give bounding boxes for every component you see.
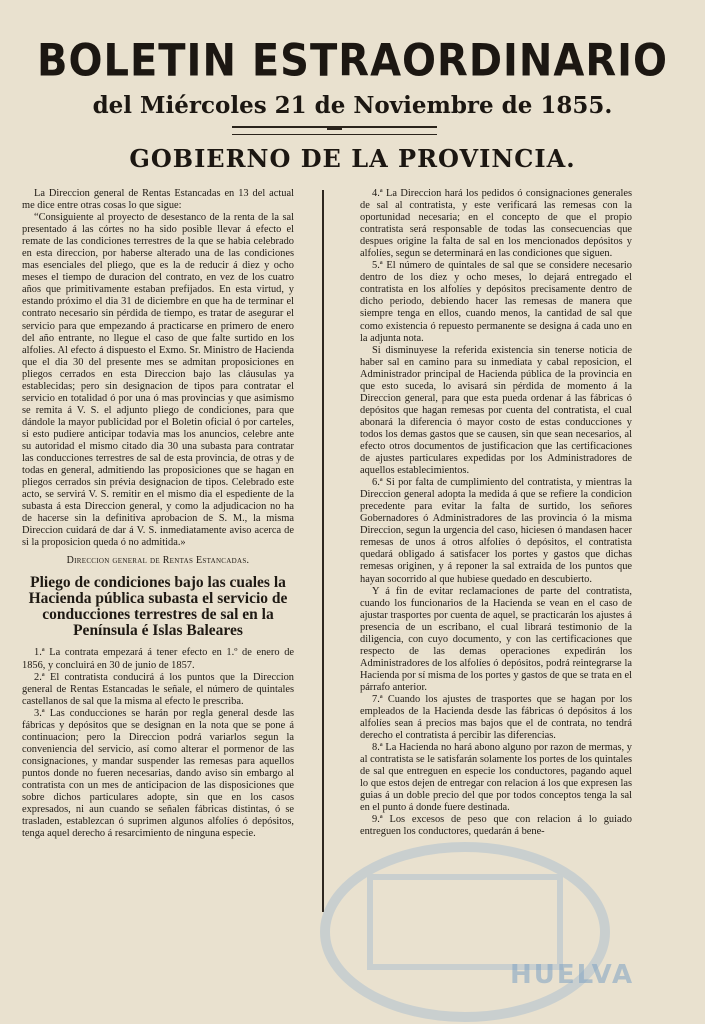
clause-paragraph: 1.ª La contrata empezará á tener efecto en 1.º de enero de 1856, y concluirá en 30 de junio de 1857. (22, 647, 294, 671)
conditions-subhead: Pliego de condiciones bajo las cuales la Hacienda pública subasta el servicio de conducciones terrestres de sal en la Península é Islas Baleares (28, 574, 288, 640)
left-column (22, 188, 294, 840)
clause-paragraph: Y á fin de evitar reclamaciones de parte del contratista, cuando los funcionarios de la Hacienda se vean en el caso de ajustar trasportes por cuenta de aquel, se practicarán los ajustes á presencia de un escribano, el cual librará testimonio de la diligencia, con cuyo documento, y con las certificaciones que respecto de las demas operaciones expedirán los Administradores de los alfolíes ó depósitos, podrá reintegrarse la Hacienda por sí misma de los portes y gastos de que se trata en el párrafo anterior. (360, 585, 632, 693)
watermark-text: HUELVA (510, 960, 635, 990)
section-title: GOBIERNO DE LA PROVINCIA. (129, 144, 576, 173)
clause-paragraph: 4.ª La Direccion hará los pedidos ó consignaciones generales de sal al contratista, y este verificará las remesas con la oportunidad necesaria; en el concepto de que el propio contratista será responsable de todas las consecuencias que despues origine la falta de sal en los mencionados depósitos y alfolíes, segun se determinará en las condiciones que siguen. (360, 188, 632, 260)
library-stamp-watermark (300, 822, 630, 1022)
ornamental-rule (232, 126, 437, 135)
intro-paragraph: La Direccion general de Rentas Estancadas en 13 del actual me dice entre otras cosas lo que sigue: (22, 188, 294, 212)
clause-paragraph: 3.ª Las conducciones se harán por regla general desde las fábricas y depósitos que se designan en la nota que se pone á continuacion; pero la Direccion podrá variarlos segun la conveniencia del servicio, así como alterar el pormenor de las consignaciones, y mandar suspender las remesas para aquellos puntos donde no fueren necesarias, dando aviso sin embargo al contratista con un mes de anticipacion de las disposiciones que sobre dichos particulares adopte, sin que en los casos expresados, ni aun cuando se señalen fábricas distintas, ó se trasladen, establezcan ó suprimen algunos alfolíes ó depósitos, tenga aquel derecho á resarcimiento de ninguna especie. (22, 707, 294, 840)
clause-paragraph: 5.ª El número de quintales de sal que se considere necesario dentro de los diez y ocho meses, lo dejará entregado el contratista en los alfolíes y depósitos precisamente dentro de dicho periodo, debiendo hacer las remesas de manera que siempre tenga en ellos, cuando menos, la cantidad de sal que como existencia ó repuesto permanente se designa á cada uno en la adjunta nota. (360, 260, 632, 344)
column-divider (322, 190, 324, 912)
clause-paragraph: Si disminuyese la referida existencia sin tenerse noticia de haber sal en camino para su inmediata y cabal reposicion, el Administrador principal de Hacienda pública de la provincia en que esto suceda, lo avisará sin pérdida de momento á la Direccion general, para que esta pueda ordenar á las fábricas ó depósitos que hagan remesas por cuenta del contratista, el cual abonará la diferencia ó mayor costo de estas conducciones y todos los demas gastos que se causen, sin que sean necesarios, al efecto otros documentos de justificacion que las certificaciones de ajustes particulares expedidas por los Administradores de aquellos establecimientos. (360, 344, 632, 477)
clause-paragraph: 8.ª La Hacienda no hará abono alguno por razon de mermas, y al contratista se le satisfarán solamente los portes de los quintales de sal que entreguen en especie los conductores, pagando aquel lo que estos dejen de entregar con relacion á los que expresen las guias á un doble precio del que por todos conceptos tenga la sal en el punto á donde fuere destinada. (360, 742, 632, 814)
clause-paragraph: 9.ª Los excesos de peso que con relacion á lo guiado entreguen los conductores, quedarán á bene- (360, 814, 632, 838)
masthead-date: del Miércoles 21 de Noviembre de 1855. (92, 92, 613, 119)
clause-paragraph: 6.ª Si por falta de cumplimiento del contratista, y mientras la Direccion general adopta la medida á que se refiere la condicion precedente para evitar la falta de surtido, los señores Gobernadores ó Administradores de las provincia ó la misma Direccion, segun la urgencia del caso, hiciesen ó mandasen hacer remesas de unos á otros alfolíes ó depósitos, el contratista quedará obligado á satisfacer los portes y gastos que dichas remesas originen, y á reponer la sal extraida de los puntos que hayan socorrido al que hubiese quedado en descubierto. (360, 477, 632, 585)
clause-paragraph: 7.ª Cuando los ajustes de trasportes que se hagan por los empleados de la Hacienda desde las fábricas ó depósitos á los alfolíes sean á precios mas bajos que el de contrata, no tendrá derecho el contratista á percibir las diferencias. (360, 693, 632, 742)
masthead-title: BOLETIN ESTRAORDINARIO (36, 35, 669, 87)
quoted-paragraph: “Consiguiente al proyecto de desestanco de la renta de la sal presentado á las córtes no ha sido posible llevar á efecto el remate de las condiciones terrestres de la que se habia celebrado en esta direccion, por haberse alterado una de las condiciones mas esenciales del pliego, que es la de reducir á diez y ocho meses el tiempo de duracion del contrato, en vez de los cuatro años que primitivamente estaban prefijados. En esta virtud, y estando próximo el dia 31 de diciembre en que ha de terminar el contrato necesario sin pérdida de tiempo, es tratar de asegurar el servicio para que empezando á practicarse en primero de enero del año entrante, no llegue el caso de que falte surtido en los alfolies. Al efecto á dispuesto el Exmo. Sr. Ministro de Hacienda que el dia 30 del presente mes se admitan proposiciones en pliegos cerrados en esta Direccion bajo las cláusulas ya establecidas; pero sin designacion de tipos para contratar el servicio en totalidad ó por una ó mas provincias y que asimismo se remita á V. S. el adjunto pliego de condiciones, para que dándole la mayor publicidad por el Boletin oficial ó por carteles, si esto pudiere anticipar todavia mas los anuncios, celebre ante su autoridad el mismo citado dia 30 una subasta para contratar las conducciones terrestres de sal de esta provincia, de otras y de todas en general, admitiendo las proposiciones que se hagan en pliegos cerrados sin prévia designacion de tipos. Celebrado este acto, se servirá V. S. remitir en el mismo dia el espediente de la subasta á esta Direccion general, y como la adjudicacion no ha de hacerse sin la definitiva aprobacion de S. M., la misma Direccion cuidará de dar á V. S. inmediatamente aviso acerca de si la proposicion queda ó no admitida.» (22, 212, 294, 549)
right-column (360, 188, 632, 839)
signature: Direccion general de Rentas Estancadas. (66, 555, 250, 567)
clause-paragraph: 2.ª El contratista conducirá á los puntos que la Direccion general de Rentas Estancadas le señale, el número de quintales castellanos de sal que la misma al efecto le prescriba. (22, 671, 294, 707)
